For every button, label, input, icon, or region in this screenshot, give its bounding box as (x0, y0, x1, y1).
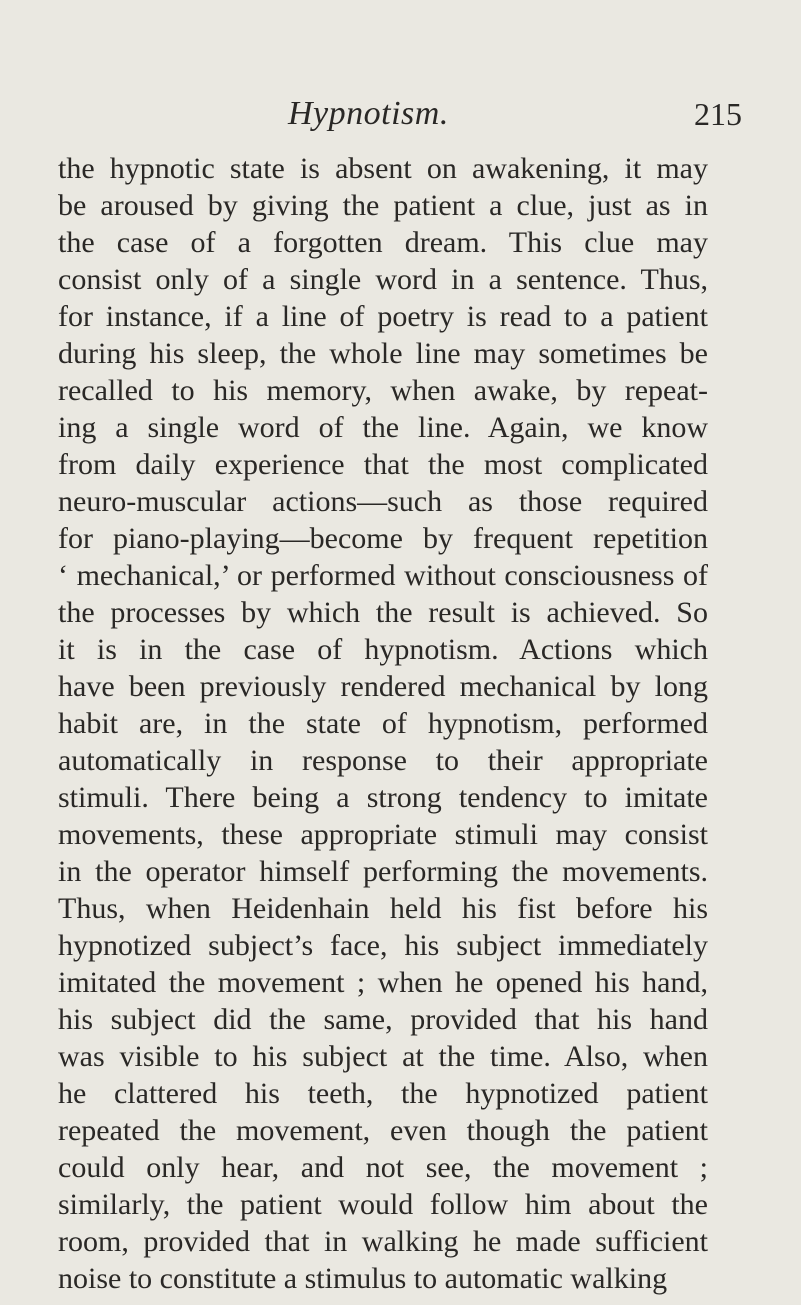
text-line: for piano-playing—become by frequent repetition (58, 522, 708, 555)
text-line: it is in the case of hypnotism. Actions which (58, 633, 708, 666)
text-line: room, provided that in walking he made sufficient (58, 1225, 708, 1258)
text-line: the case of a forgotten dream. This clue may (58, 226, 708, 259)
page-number: 215 (694, 96, 742, 132)
text-line: in the operator himself performing the movements. (58, 855, 708, 888)
text-line: automatically in response to their appropriate (58, 744, 708, 777)
text-line: Thus, when Heidenhain held his fist before his (58, 892, 708, 925)
text-line: from daily experience that the most complicated (58, 448, 708, 481)
text-line: ‘ mechanical,’ or performed without consciousness of (58, 559, 708, 592)
text-line: be aroused by giving the patient a clue, just as in (58, 189, 708, 222)
text-line: noise to constitute a stimulus to automatic walking (58, 1262, 668, 1295)
text-line: recalled to his memory, when awake, by repeat- (58, 374, 708, 407)
text-line: stimuli. There being a strong tendency to imitate (58, 781, 708, 814)
text-line: he clattered his teeth, the hypnotized patient (58, 1077, 708, 1110)
text-line: the processes by which the result is achieved. So (58, 596, 708, 629)
text-line: his subject did the same, provided that his hand (58, 1003, 708, 1036)
text-line: repeated the movement, even though the patient (58, 1114, 708, 1147)
text-line: imitated the movement ; when he opened his hand, (58, 966, 708, 999)
text-line: hypnotized subject’s face, his subject immediately (58, 929, 708, 962)
running-title: Hypnotism. (288, 95, 449, 132)
text-line: habit are, in the state of hypnotism, performed (58, 707, 708, 740)
text-line: for instance, if a line of poetry is read to a patient (58, 300, 708, 333)
text-line: could only hear, and not see, the movement ; (58, 1151, 708, 1184)
text-line: during his sleep, the whole line may sometimes be (58, 337, 708, 370)
text-line: was visible to his subject at the time. Also, when (58, 1040, 708, 1073)
text-line: movements, these appropriate stimuli may consist (58, 818, 708, 851)
text-line: neuro-muscular actions—such as those required (58, 485, 708, 518)
text-line: ing a single word of the line. Again, we know (58, 411, 708, 444)
text-line: consist only of a single word in a sentence. Thus, (58, 263, 708, 296)
text-line: similarly, the patient would follow him about the (58, 1188, 708, 1221)
running-head (0, 92, 801, 136)
text-line: the hypnotic state is absent on awakening, it may (58, 152, 708, 185)
text-line: have been previously rendered mechanical by long (58, 670, 708, 703)
